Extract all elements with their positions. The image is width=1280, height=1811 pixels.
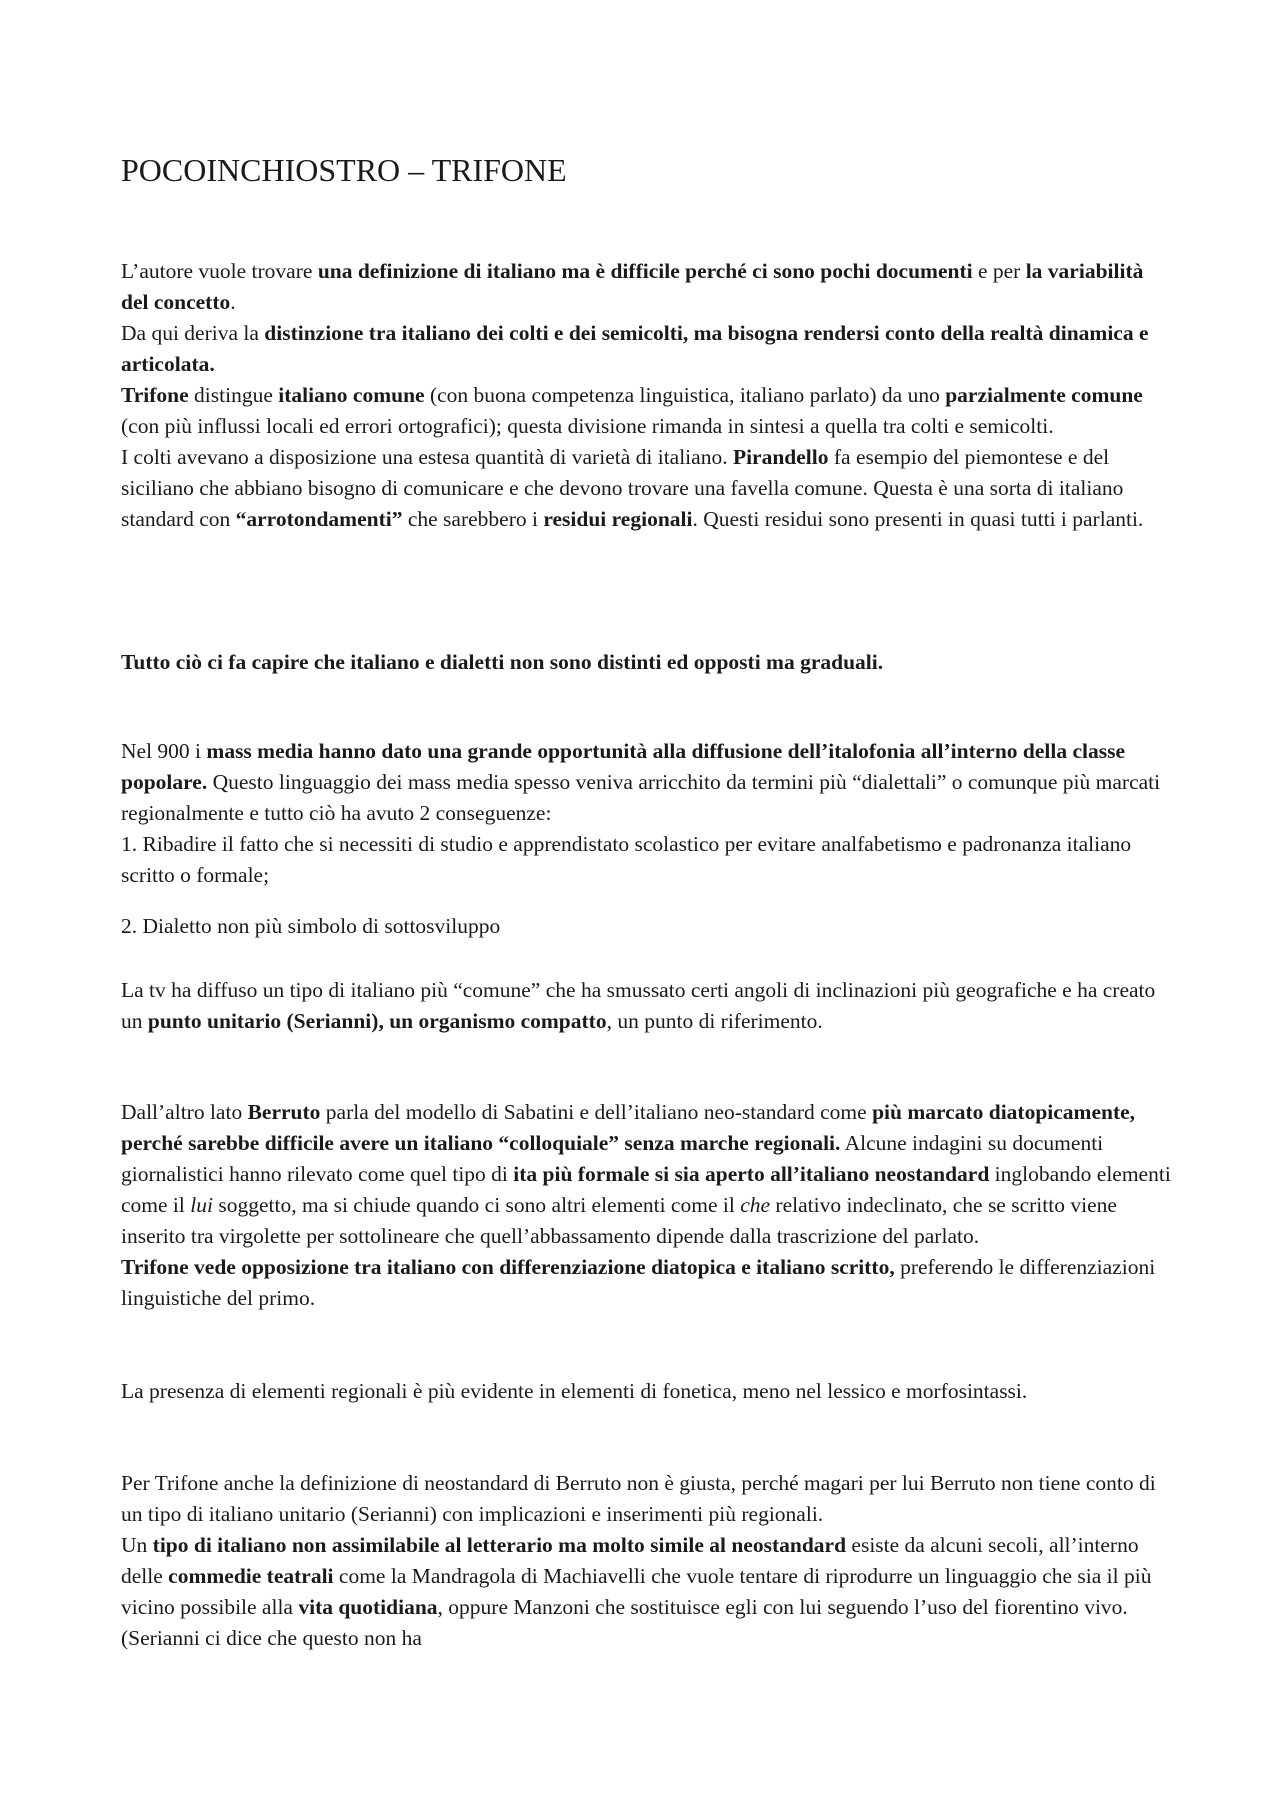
bold-run: una definizione di italiano ma è difficile perché ci sono pochi documenti xyxy=(317,259,973,283)
italic-run: che xyxy=(740,1193,771,1217)
text-run: (con più influssi locali ed errori ortografici); questa divisione rimanda in sintesi a quella tra colti e semicolti. xyxy=(121,414,1054,438)
text-run: . xyxy=(230,290,236,314)
berruto-section xyxy=(121,1097,1171,1314)
text-run: parla del modello di Sabatini e dell’italiano neo-standard come xyxy=(320,1100,873,1124)
text-run: Alcune indagini su documenti giornalistici hanno rilevato come quel tipo di xyxy=(121,1131,1104,1186)
bold-run: Trifone xyxy=(121,383,189,407)
text-run: come la Mandragola di Machiavelli che vuole tentare di riprodurre un linguaggio che sia il più vicino possibile alla xyxy=(121,1564,1152,1619)
text-run: che sarebbero i xyxy=(402,507,544,531)
text-run: Nel 900 i xyxy=(121,739,207,763)
list-item-1: 1. Ribadire il fatto che si necessiti di studio e apprendistato scolastico per evitare analfabetismo e padronanza italiano scritto o formale; xyxy=(121,832,1132,887)
bold-run: commedie teatrali xyxy=(168,1564,334,1588)
text-run: inglobando elementi come il xyxy=(121,1162,1171,1217)
text-run: relativo indeclinato, che se scritto viene inserito tra virgolette per sottolineare che quell’abbassamento dipende dalla trascrizione del parlato. xyxy=(121,1193,1117,1248)
bold-run: tipo di italiano non assimilabile al letterario ma molto simile al neostandard xyxy=(152,1533,847,1557)
italic-run: lui xyxy=(190,1193,213,1217)
bold-run: residui regionali xyxy=(543,507,693,531)
paragraph-neostandard: Per Trifone anche la definizione di neostandard di Berruto non è giusta, perché magari per lui Berruto non tiene conto di un tipo di italiano unitario (Serianni) con implicazioni e inserimenti più regionali. xyxy=(121,1471,1156,1526)
paragraph-trifone-opposition xyxy=(121,1252,1171,1314)
bold-run: Berruto xyxy=(247,1100,321,1124)
text-run: Un xyxy=(121,1533,153,1557)
paragraph-regional-elements: La presenza di elementi regionali è più evidente in elementi di fonetica, meno nel lessico e morfosintassi. xyxy=(121,1379,1028,1403)
paragraph-tv xyxy=(121,975,1171,1037)
bold-run: distinzione tra italiano dei colti e dei semicolti, ma bisogna rendersi conto della realtà dinamica e articolata. xyxy=(121,321,1149,376)
text-run: preferendo le differenziazioni linguistiche del primo. xyxy=(121,1255,1156,1310)
bold-run: più marcato diatopicamente, perché sarebbe difficile avere un italiano “colloquiale” senza marche regionali. xyxy=(121,1100,1136,1155)
bold-run: punto unitario (Serianni), un organismo compatto xyxy=(147,1009,607,1033)
neostandard-section xyxy=(121,1468,1171,1654)
text-run: esiste da alcuni secoli, all’interno delle xyxy=(121,1533,1139,1588)
text-run: . Questi residui sono presenti in quasi tutti i parlanti. xyxy=(692,507,1144,531)
bold-run: “arrotondamenti” xyxy=(235,507,403,531)
paragraph-trifone-distinction xyxy=(121,380,1171,442)
paragraph-commedie xyxy=(121,1530,1171,1654)
text-run: , oppure Manzoni che sostituisce egli con lui seguendo l’uso del fiorentino vivo. (Serianni ci dice che questo non ha xyxy=(121,1595,1128,1650)
bold-run: parzialmente comune xyxy=(945,383,1143,407)
text-run: distingue xyxy=(188,383,279,407)
bold-run: Tutto ciò ci fa capire che italiano e dialetti non sono distinti ed opposti ma graduali. xyxy=(121,650,884,674)
paragraph-mass-media xyxy=(121,736,1171,829)
text-run: Dall’altro lato xyxy=(121,1100,248,1124)
text-run: fa esempio del piemontese e del siciliano che abbiano bisogno di comunicare e che devono trovare una favella comune. Questa è una sorta di italiano standard con xyxy=(121,445,1124,531)
paragraph-colti-semicolti xyxy=(121,318,1171,380)
bold-run: Pirandello xyxy=(732,445,829,469)
list-item-2: 2. Dialetto non più simbolo di sottosviluppo xyxy=(121,914,501,938)
intro-section xyxy=(121,256,1171,535)
bold-run: italiano comune xyxy=(278,383,425,407)
text-run: , un punto di riferimento. xyxy=(606,1009,823,1033)
paragraph-conclusion xyxy=(121,647,1171,678)
bold-run: la variabilità del concetto xyxy=(121,259,1144,314)
bold-run: mass media hanno dato una grande opportunità alla diffusione dell’italofonia all’interno della classe popolare. xyxy=(121,739,1126,794)
text-run: La tv ha diffuso un tipo di italiano più “comune” che ha smussato certi angoli di inclinazioni più geografiche e ha creato un xyxy=(121,978,1156,1033)
text-run: L’autore vuole trovare xyxy=(121,259,318,283)
text-run: I colti avevano a disposizione una estesa quantità di varietà di italiano. xyxy=(121,445,733,469)
text-run: (con buona competenza linguistica, italiano parlato) da uno xyxy=(424,383,946,407)
text-run: soggetto, ma si chiude quando ci sono altri elementi come il xyxy=(212,1193,741,1217)
paragraph-berruto xyxy=(121,1097,1171,1252)
text-run: e per xyxy=(972,259,1026,283)
document-title: POCOINCHIOSTRO – TRIFONE xyxy=(121,152,567,188)
text-run: Da qui deriva la xyxy=(121,321,265,345)
bold-run: Trifone vede opposizione tra italiano con differenziazione diatopica e italiano scritto, xyxy=(121,1255,895,1279)
text-run: Questo linguaggio dei mass media spesso veniva arricchito da termini più “dialettali” o comunque più marcati regionalmente e tutto ciò ha avuto 2 conseguenze: xyxy=(121,770,1161,825)
bold-run: vita quotidiana xyxy=(298,1595,438,1619)
bold-run: ita più formale si sia aperto all’italiano neostandard xyxy=(513,1162,990,1186)
paragraph-definition xyxy=(121,256,1171,318)
paragraph-pirandello xyxy=(121,442,1171,535)
